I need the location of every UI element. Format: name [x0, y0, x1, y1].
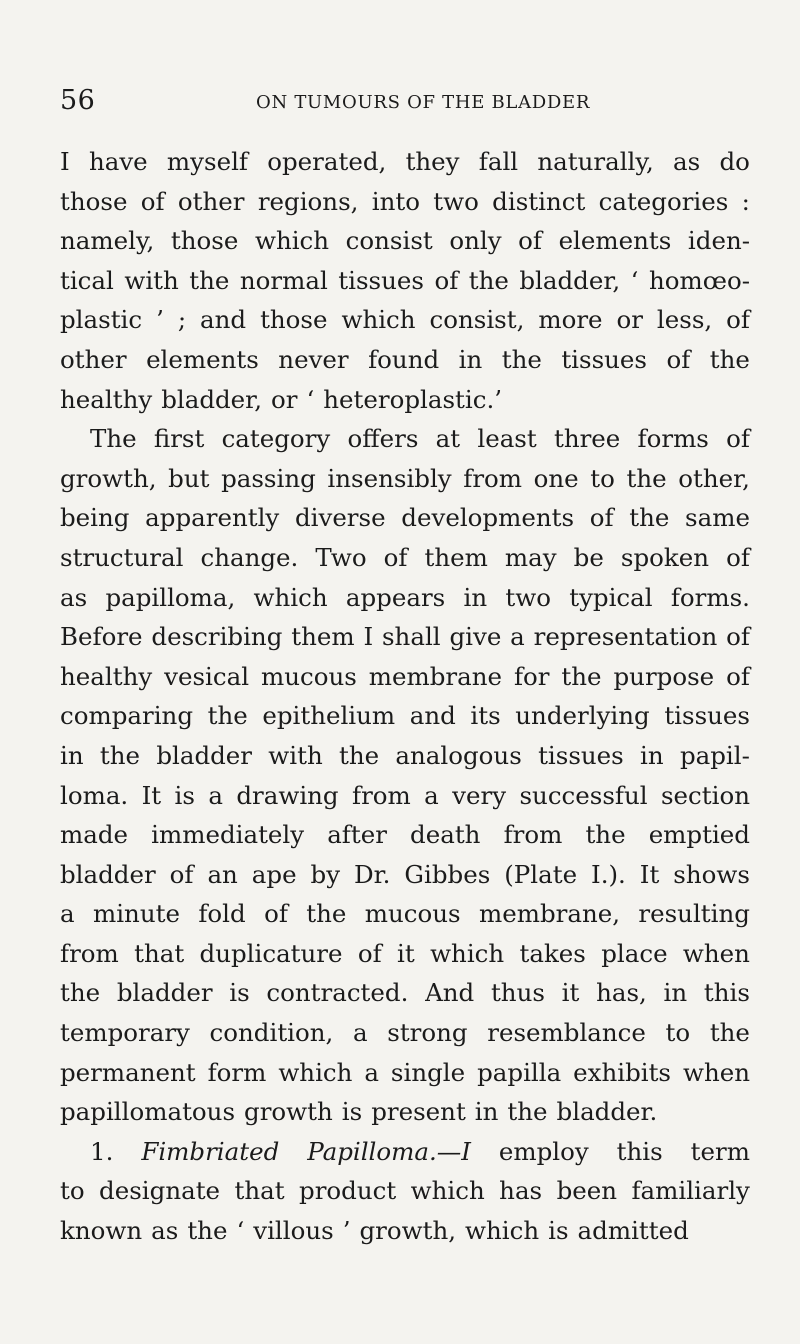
word: appears	[345, 582, 446, 612]
word: and	[200, 305, 247, 335]
word: familiarly	[631, 1176, 750, 1206]
word: bladder,	[519, 265, 621, 295]
word: made	[60, 820, 129, 850]
text-line	[60, 1171, 750, 1211]
word: the	[561, 661, 602, 691]
word: into	[371, 186, 420, 216]
word: product	[299, 1176, 397, 1206]
word: healthy	[60, 661, 153, 691]
word: exhibits	[573, 1057, 672, 1087]
word: when	[682, 1057, 750, 1087]
word: this	[616, 1136, 663, 1166]
word: which	[253, 582, 328, 612]
word: ;	[177, 305, 187, 335]
word: bladder,	[161, 384, 262, 414]
word: as	[673, 147, 701, 176]
word: papilla	[477, 1057, 562, 1087]
text-line	[60, 261, 750, 301]
word: a	[352, 1018, 368, 1048]
word: ape	[251, 859, 297, 889]
word: the	[501, 344, 542, 374]
running-head	[60, 86, 740, 116]
word: diverse	[294, 503, 386, 533]
word: the	[507, 1097, 548, 1127]
word: of	[169, 859, 194, 889]
word: at	[435, 424, 461, 454]
word: The	[90, 424, 137, 454]
word: designate	[99, 1176, 221, 1206]
word: takes	[519, 938, 586, 968]
word: I	[60, 147, 70, 176]
word: by	[310, 859, 341, 889]
word: or	[616, 305, 643, 335]
word: the	[189, 265, 230, 295]
word: which	[410, 1176, 485, 1206]
word: in	[640, 740, 664, 770]
word: category	[221, 424, 331, 454]
word: with	[268, 740, 323, 770]
word: which	[254, 226, 330, 256]
word: the	[306, 899, 347, 929]
word: term	[690, 1136, 750, 1166]
word: present	[371, 1097, 466, 1127]
word: ‘	[630, 265, 639, 295]
word: namely,	[60, 226, 155, 256]
word: growth	[244, 1097, 333, 1127]
page-number: 56	[60, 85, 96, 116]
word: of	[434, 265, 459, 295]
word: from	[352, 780, 411, 810]
word: thus	[490, 978, 545, 1008]
text-line	[60, 340, 750, 380]
text-line	[60, 855, 750, 895]
word: (Plate	[504, 859, 578, 889]
word: tissues	[538, 740, 624, 770]
word: which	[430, 938, 505, 968]
word: papilloma,	[105, 582, 236, 612]
word: admitted	[577, 1216, 689, 1246]
word: forms.	[670, 582, 750, 612]
word: ’	[342, 1216, 351, 1246]
word: growth,	[359, 1216, 457, 1246]
word: Dr.	[354, 859, 391, 889]
word: has	[499, 1176, 543, 1206]
word: of	[264, 899, 288, 929]
word: loma.	[60, 780, 129, 810]
word: an	[207, 859, 238, 889]
word: of	[383, 542, 408, 572]
word: other	[60, 344, 127, 374]
word: and	[409, 701, 456, 731]
word: less,	[656, 305, 713, 335]
text-line	[60, 1092, 750, 1132]
word: to	[590, 463, 615, 493]
word: healthy	[60, 384, 153, 414]
word: only	[449, 226, 502, 256]
word: Two	[315, 542, 367, 572]
word: epithelium	[262, 701, 396, 731]
word: the	[626, 463, 667, 493]
word: It	[141, 780, 162, 810]
word: consist,	[429, 305, 525, 335]
word: that	[234, 1176, 285, 1206]
word: a	[208, 780, 223, 810]
word: passing	[221, 463, 316, 493]
body-text	[60, 142, 750, 1251]
word: Before	[60, 622, 143, 652]
word: a	[364, 1057, 379, 1087]
text-line	[60, 182, 750, 222]
word: change.	[200, 542, 299, 572]
word: of	[666, 344, 691, 374]
word: normal	[239, 265, 328, 295]
word: growth,	[60, 463, 157, 493]
text-line	[60, 696, 750, 736]
word: developments	[401, 503, 575, 533]
word: categories	[598, 186, 729, 216]
word: for	[513, 661, 550, 691]
word: death	[410, 820, 481, 850]
word: may	[504, 542, 557, 572]
word: the	[60, 978, 101, 1008]
word: other	[177, 186, 245, 216]
word: ’	[156, 305, 164, 335]
word: naturally,	[537, 147, 654, 176]
text-line	[60, 1013, 750, 1053]
word: or	[271, 384, 298, 414]
word: do	[719, 147, 750, 176]
word: 1.	[90, 1136, 114, 1166]
word: from	[60, 938, 119, 968]
word: after	[327, 820, 387, 850]
word: which	[341, 305, 416, 335]
word: they	[405, 147, 460, 176]
text-line	[60, 776, 750, 816]
text-line	[60, 934, 750, 974]
word: employ	[498, 1136, 589, 1166]
word: section	[660, 780, 750, 810]
word: one	[533, 463, 579, 493]
word: its	[470, 701, 501, 731]
word: underlying	[515, 701, 650, 731]
word: I.).	[591, 859, 626, 889]
word: those	[170, 226, 239, 256]
word: with	[124, 265, 179, 295]
word: homœo-	[648, 265, 750, 295]
word: the	[207, 701, 248, 731]
word: a	[60, 899, 75, 929]
word: elements	[146, 344, 259, 374]
word: it	[561, 978, 580, 1008]
word: myself	[166, 147, 248, 176]
word: found	[368, 344, 440, 374]
word: emptied	[648, 820, 750, 850]
word: this	[703, 978, 750, 1008]
word: very	[452, 780, 507, 810]
text-line	[60, 617, 750, 657]
text-line	[60, 380, 750, 420]
word: in	[60, 740, 84, 770]
word: be	[573, 542, 604, 572]
word: insensibly	[327, 463, 452, 493]
word: Papilloma.—I	[307, 1136, 471, 1166]
word: from	[503, 820, 563, 850]
word: of	[357, 938, 382, 968]
word: those	[60, 186, 128, 216]
word: in	[463, 582, 488, 612]
word: a	[510, 622, 525, 652]
word: of	[518, 226, 542, 256]
word: consist	[345, 226, 433, 256]
word: in	[474, 1097, 499, 1127]
word: is	[174, 780, 195, 810]
word: villous	[253, 1216, 334, 1246]
word: of	[726, 305, 750, 335]
word: condition,	[209, 1018, 334, 1048]
word: representation	[533, 622, 718, 652]
word: three	[553, 424, 621, 454]
word: single	[390, 1057, 466, 1087]
word: been	[556, 1176, 618, 1206]
word: give	[449, 622, 502, 652]
word: is	[548, 1216, 569, 1246]
word: Gibbes	[404, 859, 491, 889]
word: in	[458, 344, 483, 374]
word: two	[505, 582, 551, 612]
word: first	[153, 424, 205, 454]
word: structural	[60, 542, 184, 572]
running-head-title: ON TUMOURS OF THE BLADDER	[256, 92, 591, 113]
word: temporary	[60, 1018, 190, 1048]
word: tissues	[664, 701, 750, 731]
word: duplicature	[199, 938, 343, 968]
word: minute	[92, 899, 180, 929]
word: place	[601, 938, 668, 968]
word: membrane	[368, 661, 503, 691]
word: fold	[198, 899, 246, 929]
word: more	[538, 305, 603, 335]
word: known	[60, 1216, 143, 1246]
word: when	[682, 938, 750, 968]
text-line	[60, 1132, 750, 1172]
word: of	[589, 503, 614, 533]
word: bladder	[60, 859, 156, 889]
word: but	[168, 463, 210, 493]
word: to	[60, 1176, 85, 1206]
word: vesical	[164, 661, 250, 691]
word: the	[468, 265, 509, 295]
word: in	[663, 978, 688, 1008]
word: the	[585, 820, 626, 850]
word: bladder	[116, 978, 213, 1008]
text-line	[60, 498, 750, 538]
word: membrane,	[478, 899, 621, 929]
word: tissues	[338, 265, 424, 295]
word: the	[99, 740, 141, 770]
word: never	[278, 344, 349, 374]
word: is	[341, 1097, 363, 1127]
word: shows	[673, 859, 750, 889]
word: which	[278, 1057, 353, 1087]
word: regions,	[257, 186, 359, 216]
word: is	[229, 978, 250, 1008]
word: bladder	[156, 740, 253, 770]
text-line	[60, 419, 750, 459]
word: them	[424, 542, 488, 572]
word: least	[477, 424, 537, 454]
text-line	[60, 736, 750, 776]
word: from	[463, 463, 523, 493]
word: resulting	[638, 899, 750, 929]
word: iden-	[687, 226, 750, 256]
word: strong	[387, 1018, 468, 1048]
word: fall	[478, 147, 519, 176]
word: tissues	[561, 344, 648, 374]
word: operated,	[267, 147, 387, 176]
word: those	[260, 305, 328, 335]
word: the	[629, 503, 670, 533]
word: form	[207, 1057, 267, 1087]
word: a	[424, 780, 439, 810]
word: of	[726, 661, 750, 691]
word: mucous	[260, 661, 357, 691]
word: as	[60, 582, 88, 612]
word: has,	[596, 978, 647, 1008]
text-line	[60, 459, 750, 499]
word: shall	[381, 622, 441, 652]
word: heteroplastic.’	[323, 384, 503, 414]
text-line	[60, 1053, 750, 1093]
word: same	[685, 503, 750, 533]
word: permanent	[60, 1057, 196, 1087]
word: tical	[60, 265, 114, 295]
word: distinct	[492, 186, 586, 216]
word: other,	[678, 463, 750, 493]
word: ‘	[236, 1216, 245, 1246]
word: which	[465, 1216, 540, 1246]
word: analogous	[395, 740, 522, 770]
word: apparently	[145, 503, 280, 533]
word: describing	[151, 622, 283, 652]
text-line	[60, 142, 750, 182]
word: the	[709, 1018, 750, 1048]
text-line	[60, 578, 750, 618]
text-line	[60, 657, 750, 697]
word: ‘	[306, 384, 315, 414]
word: And	[425, 978, 475, 1008]
word: to	[665, 1018, 691, 1048]
text-line	[60, 815, 750, 855]
word: papil-	[679, 740, 750, 770]
word: :	[741, 186, 750, 216]
word: of	[726, 622, 750, 652]
word: being	[60, 503, 130, 533]
text-line	[60, 973, 750, 1013]
word: the	[709, 344, 750, 374]
word: forms	[637, 424, 709, 454]
word: of	[726, 542, 750, 572]
text-line	[60, 1211, 750, 1251]
word: comparing	[60, 701, 194, 731]
word: drawing	[236, 780, 339, 810]
word: it	[397, 938, 415, 968]
word: typical	[569, 582, 653, 612]
word: It	[639, 859, 660, 889]
word: the	[187, 1216, 228, 1246]
word: have	[88, 147, 148, 176]
text-line	[60, 894, 750, 934]
word: Fimbriated	[141, 1136, 280, 1166]
word: papillomatous	[60, 1097, 236, 1127]
word: mucous	[364, 899, 461, 929]
word: the	[339, 740, 380, 770]
word: that	[134, 938, 185, 968]
word: them	[291, 622, 355, 652]
word: I	[363, 622, 374, 652]
word: successful	[519, 780, 648, 810]
word: offers	[347, 424, 419, 454]
word: plastic	[60, 305, 143, 335]
word: of	[140, 186, 165, 216]
text-line	[60, 300, 750, 340]
word: purpose	[613, 661, 715, 691]
word: bladder.	[556, 1097, 658, 1127]
word: spoken	[620, 542, 710, 572]
text-line	[60, 538, 750, 578]
text-line	[60, 221, 750, 261]
word: as	[151, 1216, 179, 1246]
word: resemblance	[487, 1018, 646, 1048]
word: elements	[558, 226, 672, 256]
word: immediately	[151, 820, 305, 850]
word: contracted.	[266, 978, 409, 1008]
word: of	[726, 424, 750, 454]
word: two	[433, 186, 479, 216]
